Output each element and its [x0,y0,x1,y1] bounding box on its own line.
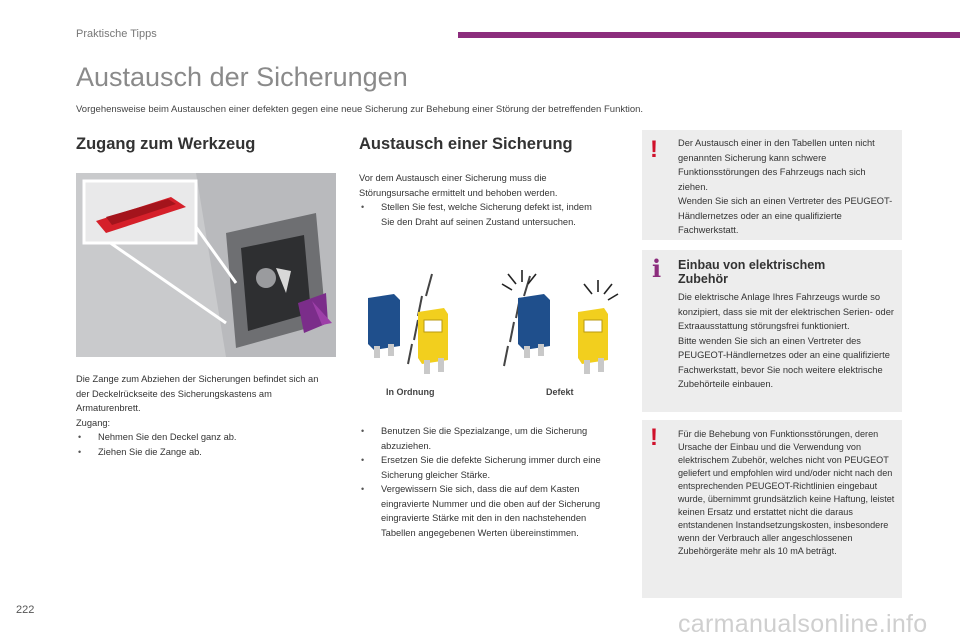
warning-icon: ! [650,136,658,163]
fuse-puller-illustration [76,173,336,357]
fuse-defect-caption: Defekt [546,387,574,397]
tool-access-text [76,372,332,459]
replacement-intro-step: • Stellen Sie fest, welche Sicherung defekt ist, indem Sie den Draht auf seinen Zustand untersuchen. [359,200,601,229]
info-note-accessories [642,250,902,412]
section-label: Praktische Tipps [76,28,157,40]
page-number: 222 [16,604,35,616]
replacement-step-3: • Vergewissern Sie sich, dass die auf dem Kasten eingravierte Nummer und die oben auf der Sicherung eingravierte Stärke mit den in den nachstehenden Tabellen angegebenen Werten übereinstimmen. [359,482,617,540]
info-note-title: Einbau von elektrischem Zubehör [678,258,826,286]
page-title: Austausch der Sicherungen [76,62,408,92]
fuse-ok-illustration [368,274,448,374]
replacement-step-2: • Ersetzen Sie die defekte Sicherung immer durch eine Sicherung gleicher Stärke. [359,453,617,482]
tool-access-step-2: • Ziehen Sie die Zange ab. [76,445,332,460]
replacement-intro-paragraph: Vor dem Austausch einer Sicherung muss die Störungsursache ermittelt und behoben werden. [359,173,558,198]
tool-access-label: Zugang: [76,417,111,428]
heading-tool-access: Zugang zum Werkzeug [76,135,256,153]
fuse-comparison-illustration [360,268,622,386]
header-accent-bar [458,32,960,38]
fuse-defect-illustration [502,270,618,374]
warning-note-fuse-p1: Der Austausch einer in den Tabellen unten nicht genannten Sicherung kann schwere Funktionsstörungen des Fahrzeugs nach sich ziehen. [678,138,875,192]
replacement-intro [359,171,601,229]
warning-note-fuse-text [678,136,896,238]
replacement-steps [359,424,617,540]
info-note-p2: Bitte wenden Sie sich an einen Vertreter des PEUGEOT-Händlernetzes oder an eine qualifizierte Fachwerkstatt, bevor Sie noch weitere elektrische Zubehörteile einbauen. [678,335,890,389]
warning-note-liability [642,420,902,598]
warning-note-fuse [642,130,902,240]
info-icon: i [652,254,662,283]
warning-note-liability-p: Für die Behebung von Funktionsstörungen, deren Ursache der Einbau und die Verwendung von elektrischem Zubehör, welches nicht von PEUGEOT geliefert und empfohlen wird und/oder nicht nach den entsprechenden PEUGEOT-Richtlinien eingebaut wurde, übernimmt grundsätzlich keine Haftung, leistet keinen Ersatz und erstattet nicht die daraus entstandenen Instandsetzungskosten, insbesondere wenn der Verbrauch aller angeschlossenen Zubehörgeräte mehr als 10 mA beträgt. [678,429,895,556]
info-note-p1: Die elektrische Anlage Ihres Fahrzeugs wurde so konzipiert, dass sie mit der elektrischen Serien- oder Extraausstattung störungsfrei funktioniert. [678,292,894,331]
heading-fuse-replacement: Austausch einer Sicherung [359,135,573,153]
tool-access-step-1: • Nehmen Sie den Deckel ganz ab. [76,430,332,445]
warning-note-liability-text [678,428,896,558]
warning-icon: ! [650,424,658,451]
fuse-ok-caption: In Ordnung [386,387,435,397]
tool-access-paragraph: Die Zange zum Abziehen der Sicherungen befindet sich an der Deckelrückseite des Sicherungskastens am Armaturenbrett. [76,374,319,413]
warning-note-fuse-p2: Wenden Sie sich an einen Vertreter des PEUGEOT-Händlernetzes oder an eine qualifizierte Fachwerkstatt. [678,196,893,235]
intro-text: Vorgehensweise beim Austauschen einer defekten gegen eine neue Sicherung zur Behebung einer Störung der betreffenden Funktion. [76,104,644,115]
watermark: carmanualsonline.info [678,610,928,638]
info-note-text [678,290,896,392]
replacement-step-1: • Benutzen Sie die Spezialzange, um die Sicherung abzuziehen. [359,424,617,453]
